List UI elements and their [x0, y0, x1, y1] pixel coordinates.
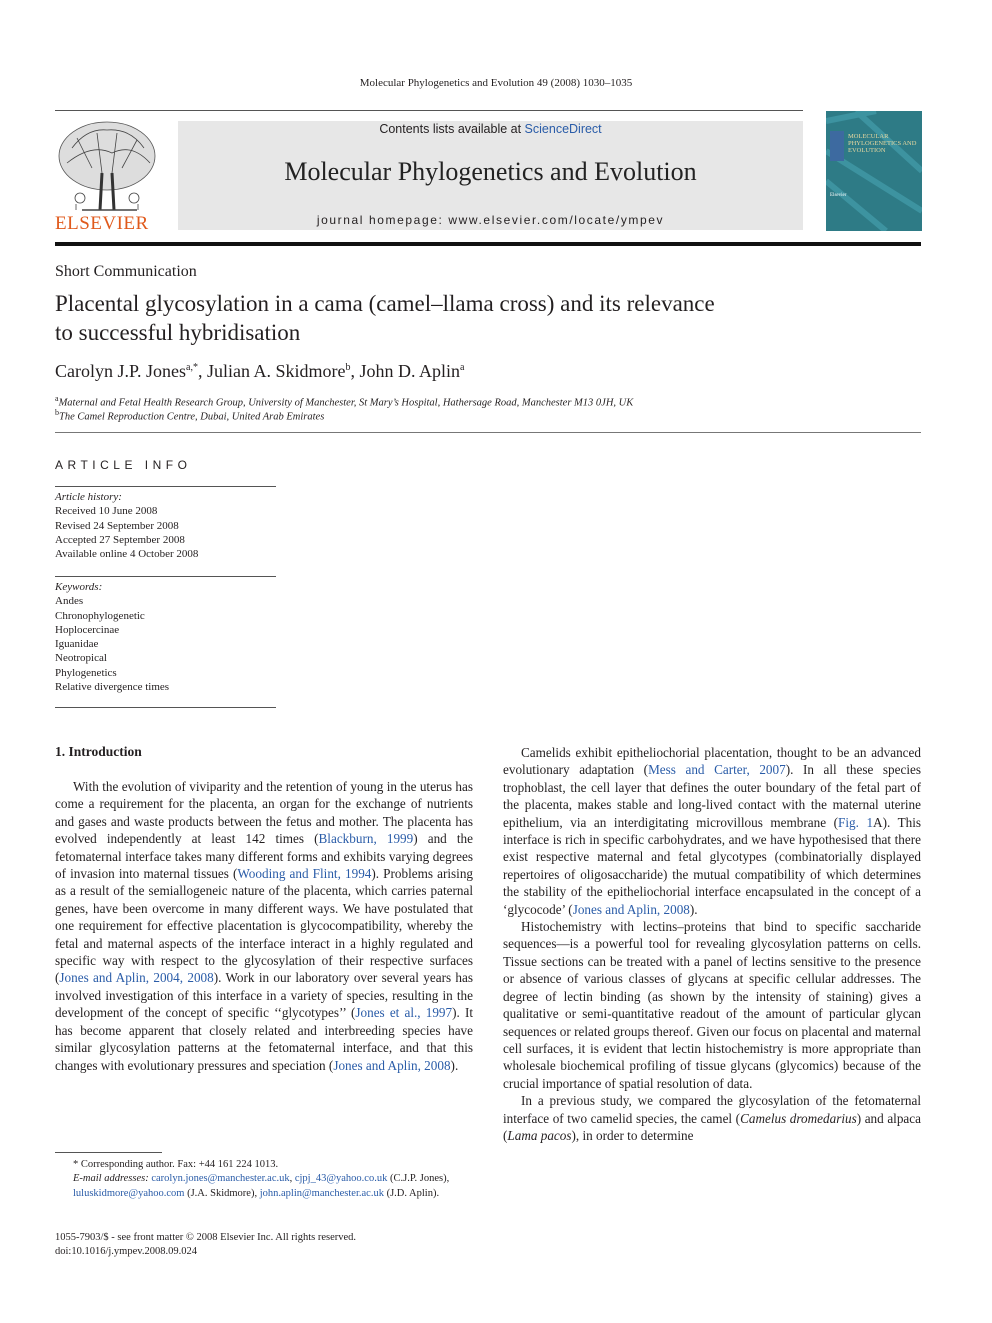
history-item: Received 10 June 2008 — [55, 505, 158, 518]
elsevier-wordmark: ELSEVIER — [55, 213, 149, 234]
citation-link[interactable]: Jones et al., 1997 — [355, 1005, 453, 1021]
journal-citation: Molecular Phylogenetics and Evolution 49 (2008) 1030–1035 — [359, 77, 633, 89]
article-info-heading: ARTICLE INFO — [55, 458, 192, 472]
author-separator: , — [197, 361, 207, 381]
paragraph: Camelids exhibit epitheliochorial placentation, thought to be an advanced evolutionary adaptation (Mess and Carter, 2007). In all these species trophoblast, the cell layer that defines the outer boundary of the fetal part of the placenta, makes stable and long-lived contact with the maternal uterine epithelium, via an interdigitating microvillous membrane (Fig. 1A). This interface is rich in specific carbohydrates, and we have hypothesised that there exist respective maternal and fetal glycotypes (combinatorially displayed repertoires of oligosaccharide) the mutual compatibility of which determines the stability of the epitheliochorial interface encapsulated in the concept of a ‘glycocode’ (Jones and Aplin, 2008). — [503, 745, 922, 917]
article-info-end-rule — [55, 707, 276, 708]
contents-prefix: Contents lists available at — [379, 122, 525, 136]
keyword: Iguanidae — [55, 638, 99, 651]
article-history — [55, 490, 198, 561]
affiliation-b — [55, 408, 324, 423]
paragraph: Histochemistry with lectins–proteins that bind to specific saccharide sequences—is a powerful tool for revealing glycosylation patterns on cells. Tissue sections can be treated with a panel of lectins sensitive to the presence or absence of various classes of glycans at specific cellular addresses. The degree of lectin binding (as shown by the intensity of staining) gives a qualitative or semi-quantitative readout of the amount of particular glycan sequences or related groups thereof. Given our focus on placental and maternal cell surfaces, it is evident that lectin histochemistry is more appropriate than wholesale biochemical profiling of tissue glycans (glycomics) because of the crucial importance of spatial resolution of data. — [503, 919, 921, 1091]
author-affiliation-mark[interactable]: a — [459, 362, 465, 373]
article-title — [55, 289, 845, 347]
keyword: Phylogenetics — [55, 666, 117, 679]
author-name[interactable]: Julian A. Skidmore — [206, 361, 346, 381]
author-affiliation-mark[interactable]: a,* — [186, 362, 198, 373]
email-link[interactable]: cjpj_43@yahoo.co.uk — [294, 1173, 388, 1185]
author-list — [55, 361, 464, 382]
journal-homepage[interactable]: journal homepage: www.elsevier.com/locate/ympev — [316, 213, 665, 227]
email-owner: (C.J.P. Jones), — [389, 1173, 450, 1185]
history-label: Article history: — [55, 491, 122, 503]
keywords — [55, 580, 169, 694]
section-heading: 1. Introduction — [55, 744, 142, 759]
history-item: Available online 4 October 2008 — [55, 548, 199, 561]
author-name[interactable]: Carolyn J.P. Jones — [55, 361, 187, 381]
email-link[interactable]: john.aplin@manchester.ac.uk — [259, 1187, 384, 1199]
citation-link[interactable]: Jones and Aplin, 2004, 2008 — [59, 970, 214, 986]
keywords-label: Keywords: — [55, 581, 103, 593]
cover-mark: Elsevier — [830, 193, 847, 198]
affiliation-mark: a — [55, 394, 59, 403]
footnote-rule — [55, 1152, 162, 1153]
header-rule — [55, 110, 803, 111]
email-owner: (J.A. Skidmore), — [187, 1187, 258, 1199]
body-column-right — [503, 744, 921, 1144]
keyword: Neotropical — [55, 652, 107, 665]
cover-title: MOLECULAR PHYLOGENETICS AND EVOLUTION — [848, 133, 917, 154]
figure-link[interactable]: Fig. 1 — [838, 814, 874, 830]
keyword: Andes — [55, 595, 84, 608]
header-separator — [55, 432, 921, 433]
email-addresses: E-mail addresses: carolyn.jones@manchester.ac.uk, cjpj_43@yahoo.co.uk (C.J.P. Jones), luluskidmore@yahoo.com (J.A. Skidmore), john.aplin@manchester.ac.uk (J.D. Aplin). — [73, 1173, 450, 1199]
corresponding-text: Corresponding author. Fax: +44 161 224 1013. — [80, 1159, 279, 1170]
masthead-rule — [55, 242, 921, 246]
title-line-2: to successful hybridisation — [55, 320, 301, 345]
author-name[interactable]: John D. Aplin — [359, 361, 460, 381]
email-link[interactable]: luluskidmore@yahoo.com — [73, 1187, 185, 1199]
history-item: Accepted 27 September 2008 — [55, 533, 185, 546]
citation-link[interactable]: Blackburn, 1999 — [318, 831, 414, 847]
contents-line — [178, 121, 803, 137]
keyword: Relative divergence times — [55, 681, 170, 694]
keyword: Hoplocercinae — [55, 623, 120, 636]
title-line-1: Placental glycosylation in a cama (camel–llama cross) and its relevance — [55, 291, 715, 316]
email-owner: (J.D. Aplin). — [386, 1187, 440, 1199]
author-affiliation-mark[interactable]: b — [345, 362, 351, 373]
citation-link[interactable]: Jones and Aplin, 2008 — [572, 901, 690, 917]
issn-line: 1055-7903/$ - see front matter © 2008 Elsevier Inc. All rights reserved. — [55, 1232, 357, 1243]
journal-banner — [178, 121, 803, 230]
paragraph: In a previous study, we compared the glycosylation of the fetomaternal interface of two camelid species, the camel (Camelus dromedarius) and alpaca (Lama pacos), in order to determine — [503, 1093, 921, 1143]
body-column-left — [55, 778, 473, 1074]
citation-link[interactable]: Mess and Carter, 2007 — [648, 762, 786, 778]
doi-line[interactable]: doi:10.1016/j.ympev.2008.09.024 — [55, 1246, 197, 1257]
affiliation-text: Maternal and Fetal Health Research Group, University of Manchester, St Mary’s Hospital, Hathersage Road, Manchester M13 0JH, UK — [58, 397, 634, 409]
cover-pattern — [826, 111, 922, 231]
corresponding-author-note: * Corresponding author. Fax: +44 161 224 1013. — [73, 1159, 279, 1170]
email-label: E-mail addresses: — [73, 1173, 149, 1185]
affiliation-mark: b — [55, 408, 59, 417]
article-type: Short Communication — [55, 263, 197, 280]
article-info-rule — [55, 486, 276, 487]
affiliation-text: The Camel Reproduction Centre, Dubai, United Arab Emirates — [59, 411, 325, 423]
journal-cover-thumbnail — [826, 111, 922, 231]
citation-link[interactable]: Jones and Aplin, 2008 — [333, 1057, 451, 1073]
paragraph: With the evolution of viviparity and the retention of young in the uterus has come a requirement for the placenta, an organ for the exchange of nutrients and gases and waste products between the fetus and mother. The placenta has evolved independently at least 142 times (Blackburn, 1999) and the fetomaternal interface takes many different forms and exhibits varying degrees of invasion into maternal tissues (Wooding and Flint, 1994). Problems arising as a result of the semiallogeneic nature of the placenta, which carries paternal genes, have been overcome in many different ways. We have postulated that one requirement for effective placentation is glycocompatibility, whereby the fetal and maternal aspects of the interface interact in a highly regulated and specific way with respect to the glycosylation of their respective surfaces (Jones and Aplin, 2004, 2008). Work in our laboratory over several years has involved investigation of this interface in a variety of species, resulting in the development of the concept of specific ‘‘glycotypes’’ (Jones et al., 1997). It has become apparent that closely related and interbreeding species have similar glycosylation patterns at the fetomaternal interface, and that this changes with evolutionary pressures and speciation (Jones and Aplin, 2008). — [55, 779, 474, 1073]
copyright-block — [55, 1231, 356, 1259]
affiliation-a — [55, 394, 633, 409]
sciencedirect-link[interactable]: ScienceDirect — [524, 122, 602, 136]
email-link[interactable]: carolyn.jones@manchester.ac.uk — [151, 1173, 290, 1185]
history-item: Revised 24 September 2008 — [55, 519, 179, 532]
author-separator: , — [350, 361, 360, 381]
journal-title: Molecular Phylogenetics and Evolution — [284, 157, 697, 186]
footnotes — [55, 1158, 473, 1201]
keywords-rule — [55, 576, 276, 577]
citation-link[interactable]: Wooding and Flint, 1994 — [237, 866, 372, 882]
keyword: Chronophylogenetic — [55, 609, 145, 622]
